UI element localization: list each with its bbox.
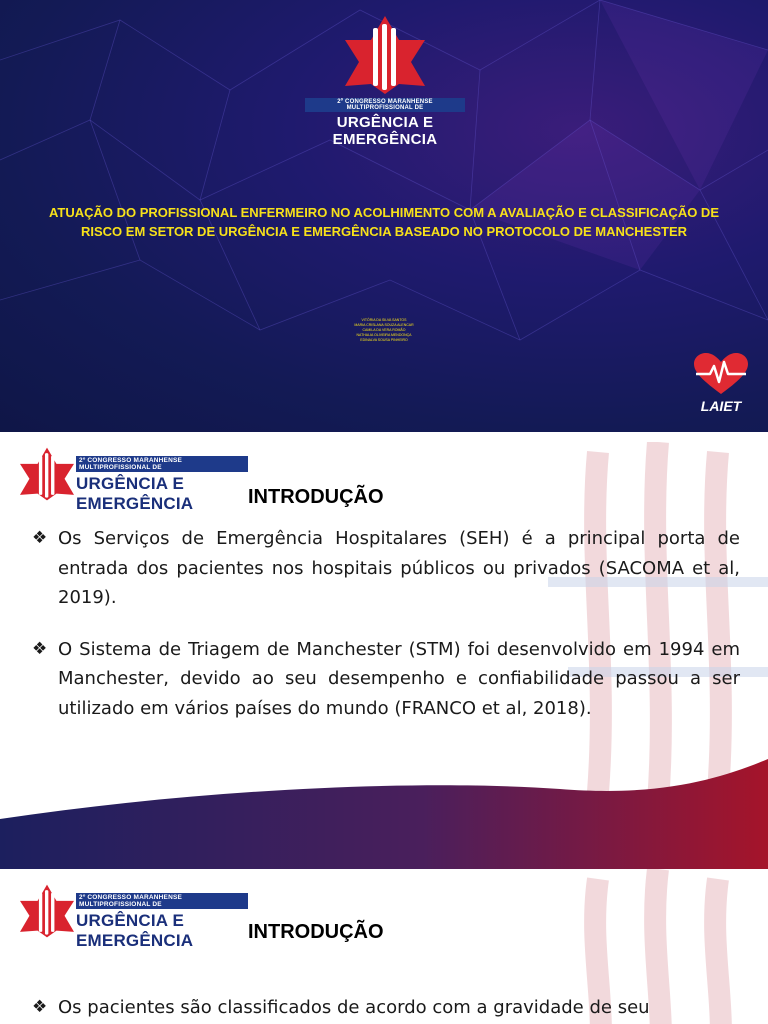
congress-line1: 2º CONGRESSO MARANHENSE MULTIPROFISSIONAL DE: [76, 456, 248, 472]
slide-heading: INTRODUÇÃO: [248, 921, 384, 943]
author-name: MARIA CRISLANA SOUZA ALENCAR: [354, 323, 414, 327]
star-of-life-emblem: [20, 446, 74, 502]
congress-logo: [20, 883, 250, 950]
author-name: VITÓRIA DA SILVA SANTOS: [361, 318, 407, 322]
diamond-bullet-icon: ❖: [32, 997, 48, 1017]
author-name: EDINALVA SOUSA PINHEIRO: [360, 338, 408, 342]
author-name: NATHALIA OLIVEIRA MENDONÇA: [356, 333, 412, 337]
title-slide: [0, 0, 768, 432]
list-item: [32, 635, 740, 724]
author-list: [284, 318, 484, 343]
congress-line2: URGÊNCIA E EMERGÊNCIA: [76, 911, 194, 950]
congress-line1: 2º CONGRESSO MARANHENSE MULTIPROFISSIONAL DE: [305, 98, 465, 112]
heart-pulse-icon: [692, 352, 750, 396]
bullet-text: O Sistema de Triagem de Manchester (STM) foi desenvolvido em 1994 em Manchester, devido ao seu desempenho e confiabilidade passou a ser utilizado em vários países do mundo (FRANCO et al, 2018).: [58, 638, 740, 719]
bullet-list: [32, 524, 740, 745]
list-item: [32, 524, 740, 613]
diamond-bullet-icon: ❖: [32, 638, 48, 659]
laiet-label: LAIET: [700, 398, 742, 414]
congress-line1: 2º CONGRESSO MARANHENSE MULTIPROFISSIONAL DE: [76, 893, 248, 909]
laiet-logo: [690, 352, 752, 414]
congress-name: [305, 98, 465, 148]
diamond-bullet-icon: ❖: [32, 528, 48, 548]
star-of-life-emblem: [20, 883, 74, 939]
congress-line2: URGÊNCIA E EMERGÊNCIA: [332, 114, 438, 148]
wave-footer: [0, 759, 768, 869]
list-item: [32, 993, 740, 1023]
intro-slide-2: [0, 869, 768, 1024]
intro-slide-1: [0, 432, 768, 869]
congress-logo: [305, 14, 465, 96]
congress-logo: [20, 446, 250, 513]
author-name: CAMILA DA VERA ROMÃO: [362, 328, 406, 332]
bullet-text: Os Serviços de Emergência Hospitalares (SEH) é a principal porta de entrada dos pacientes nos hospitais públicos ou privados (SACOMA et al, 2019).: [58, 528, 740, 608]
presentation-title: ATUAÇÃO DO PROFISSIONAL ENFERMEIRO NO ACOLHIMENTO COM A AVALIAÇÃO E CLASSIFICAÇÃO DE RISCO EM SETOR DE URGÊNCIA E EMERGÊNCIA BASEADO NO PROTOCOLO DE MANCHESTER: [49, 205, 719, 239]
congress-line2: URGÊNCIA E EMERGÊNCIA: [76, 474, 194, 513]
star-of-life-emblem: [345, 14, 425, 96]
slide-heading: INTRODUÇÃO: [248, 486, 384, 508]
bullet-list: [32, 993, 740, 1024]
bullet-text: Os pacientes são classificados de acordo com a gravidade de seu: [58, 997, 650, 1018]
